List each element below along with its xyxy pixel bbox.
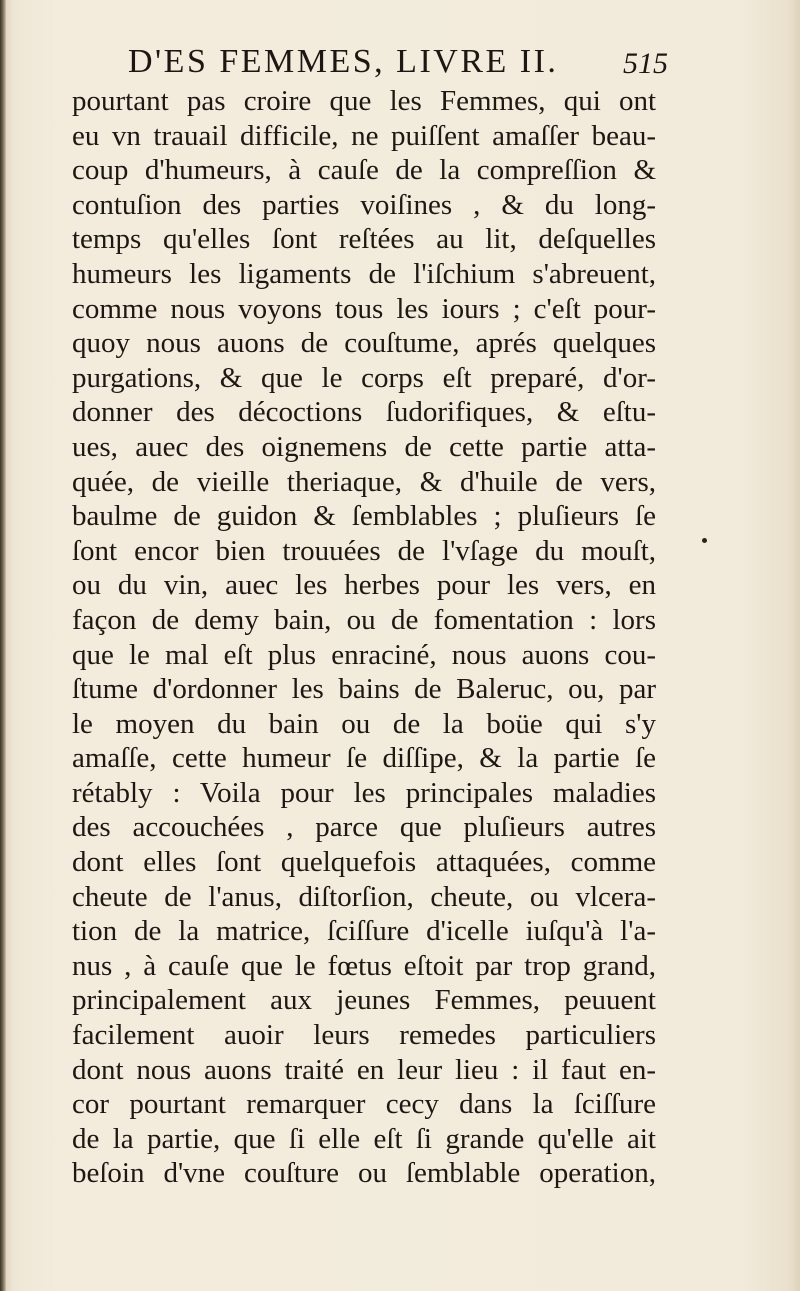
text-line: cheute de l'anus, diſtorſion, cheute, ou vlcera- [72,880,656,913]
text-line: comme nous voyons tous les iours ; c'eſt pour- [72,292,656,325]
running-head [128,38,668,86]
text-line: purgations, & que le corps eſt preparé, d'or- [72,361,656,394]
text-line: façon de demy bain, ou de fomentation : lors [72,603,656,636]
text-line: facilement auoir leurs remedes particuliers [72,1019,656,1052]
page-gutter-shadow [0,0,6,1291]
text-line: des accouchées , parce que pluſieurs autres [72,811,656,844]
text-line: tion de la matrice, ſciſſure d'icelle iuſqu'à l'a- [72,915,656,948]
ink-speck [702,538,707,543]
text-line: ou du vin, auec les herbes pour les vers, en [72,569,656,602]
text-line: contuſion des parties voiſines , & du long- [72,188,656,221]
text-line: de la partie, que ſi elle eſt ſi grande qu'elle ait [72,1122,656,1155]
text-line: dont nous auons traité en leur lieu : il faut en- [72,1053,656,1086]
text-line: amaſſe, cette humeur ſe diſſipe, & la partie ſe [72,742,656,775]
text-line: que le mal eſt plus enraciné, nous auons cou- [72,638,656,671]
text-line: beſoin d'vne couſture ou ſemblable operation, [72,1157,656,1190]
text-line: nus , à cauſe que le fœtus eſtoit par trop grand, [72,949,656,982]
text-line: dont elles ſont quelquefois attaquées, comme [72,846,656,879]
text-line: quoy nous auons de couſtume, aprés quelques [72,327,656,360]
text-line: quée, de vieille theriaque, & d'huile de vers, [72,465,656,498]
running-head-title: D'ES FEMMES, LIVRE II. [128,43,559,80]
text-line: ſont encor bien trouuées de l'vſage du mouſt, [72,534,656,567]
text-line: rétably : Voila pour les principales maladies [72,776,656,809]
text-line: principalement aux jeunes Femmes, peuuent [72,984,656,1017]
text-line: le moyen du bain ou de la boüe qui s'y [72,707,656,740]
text-line: eu vn trauail difficile, ne puiſſent amaſſer beau- [72,119,656,152]
text-line: ues, auec des oignemens de cette partie atta- [72,430,656,463]
text-line: baulme de guidon & ſemblables ; pluſieurs ſe [72,500,656,533]
text-line: coup d'humeurs, à cauſe de la compreſſion & [72,154,656,187]
text-line: humeurs les ligaments de l'iſchium s'abreuent, [72,257,656,290]
text-line: temps qu'elles ſont reſtées au lit, deſquelles [72,223,656,256]
text-line: cor pourtant remarquer cecy dans la ſciſſure [72,1088,656,1121]
text-line: donner des décoctions ſudorifiques, & eſtu- [72,396,656,429]
text-line: pourtant pas croire que les Femmes, qui ont [72,85,656,117]
text-line: ſtume d'ordonner les bains de Baleruc, ou, par [72,673,656,706]
page-number: 515 [623,47,668,80]
body-text [72,84,656,1191]
